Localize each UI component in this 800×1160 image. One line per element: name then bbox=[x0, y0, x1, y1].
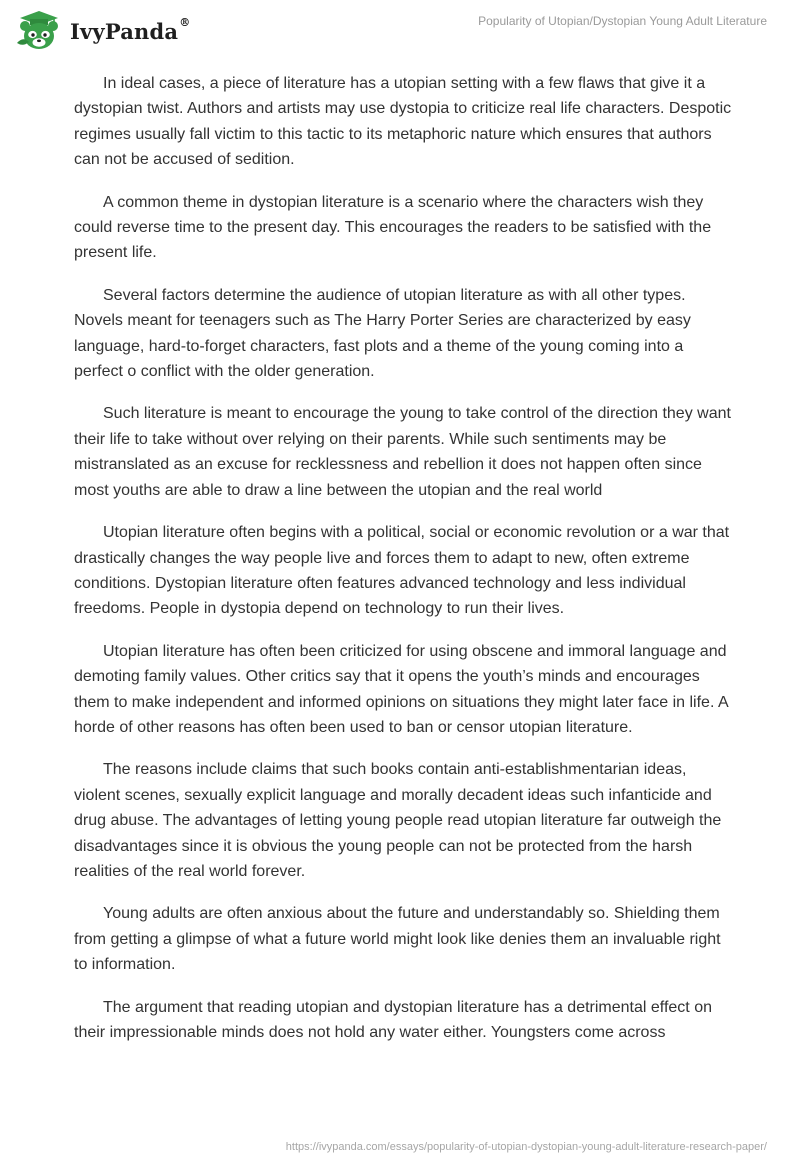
page-header bbox=[0, 0, 800, 60]
paragraph: Utopian literature often begins with a political, social or economic revolution or a war that drastically changes the way people live and forces them to adapt to new, often extreme conditions. Dystopian literature often features advanced technology and less individual freedoms. People in dystopia depend on technology to run their lives. bbox=[74, 524, 730, 618]
essay-body bbox=[74, 71, 734, 1062]
source-url[interactable]: https://ivypanda.com/essays/popularity-of-utopian-dystopian-young-adult-literature-research-paper/ bbox=[285, 1141, 767, 1153]
panda-graduate-logo-icon bbox=[14, 9, 64, 51]
paragraph: The argument that reading utopian and dystopian literature has a detrimental effect on their impressionable minds does not hold any water either. Youngsters come across bbox=[74, 998, 712, 1041]
paragraph: A common theme in dystopian literature is a scenario where the characters wish they could reverse time to the present day. This encourages the readers to be satisfied with the present life. bbox=[74, 193, 712, 262]
brand-registered-mark: ® bbox=[179, 15, 191, 29]
paragraph: Several factors determine the audience of utopian literature as with all other types. Novels meant for teenagers such as The Harry Porter Series are characterized by easy language, hard-to-forget characters, fast plots and a theme of the young coming into a perfect o conflict with the older generation. bbox=[74, 286, 691, 381]
paragraph: Such literature is meant to encourage the young to take control of the direction they want their life to take without over relying on their parents. While such sentiments may be mistranslated as an excuse for recklessness and rebellion it does not happen often since most youths are able to draw a line between the utopian and the real world bbox=[74, 405, 731, 499]
ivypanda-logo[interactable] bbox=[14, 9, 190, 51]
paragraph: The reasons include claims that such books contain anti-establishmentarian ideas, violent scenes, sexually explicit language and morally decadent ideas such infanticide and drug abuse. The advantages of letting young people read utopian literature far outweigh the disadvantages since it is obvious the young people can not be protected from the harsh realities of the real world forever. bbox=[74, 761, 722, 880]
paragraph: Young adults are often anxious about the future and understandably so. Shielding them from getting a glimpse of what a future world might look like denies them an invaluable right to information. bbox=[74, 905, 721, 974]
document-title: Popularity of Utopian/Dystopian Young Adult Literature bbox=[478, 14, 767, 28]
brand-name: IvyPanda bbox=[70, 18, 179, 44]
paragraph: Utopian literature has often been criticized for using obscene and immoral language and demoting family values. Other critics say that it opens the youth’s minds and encourages them to make independent and informed opinions on situations they might later face in life. A horde of other reasons has often been used to ban or censor utopian literature. bbox=[74, 642, 728, 736]
paragraph: In ideal cases, a piece of literature has a utopian setting with a few flaws that give it a dystopian twist. Authors and artists may use dystopia to criticize real life characters. Despotic regimes usually fall victim to this tactic to its metaphoric nature which ensures that authors can not be accused of sedition. bbox=[74, 75, 732, 169]
